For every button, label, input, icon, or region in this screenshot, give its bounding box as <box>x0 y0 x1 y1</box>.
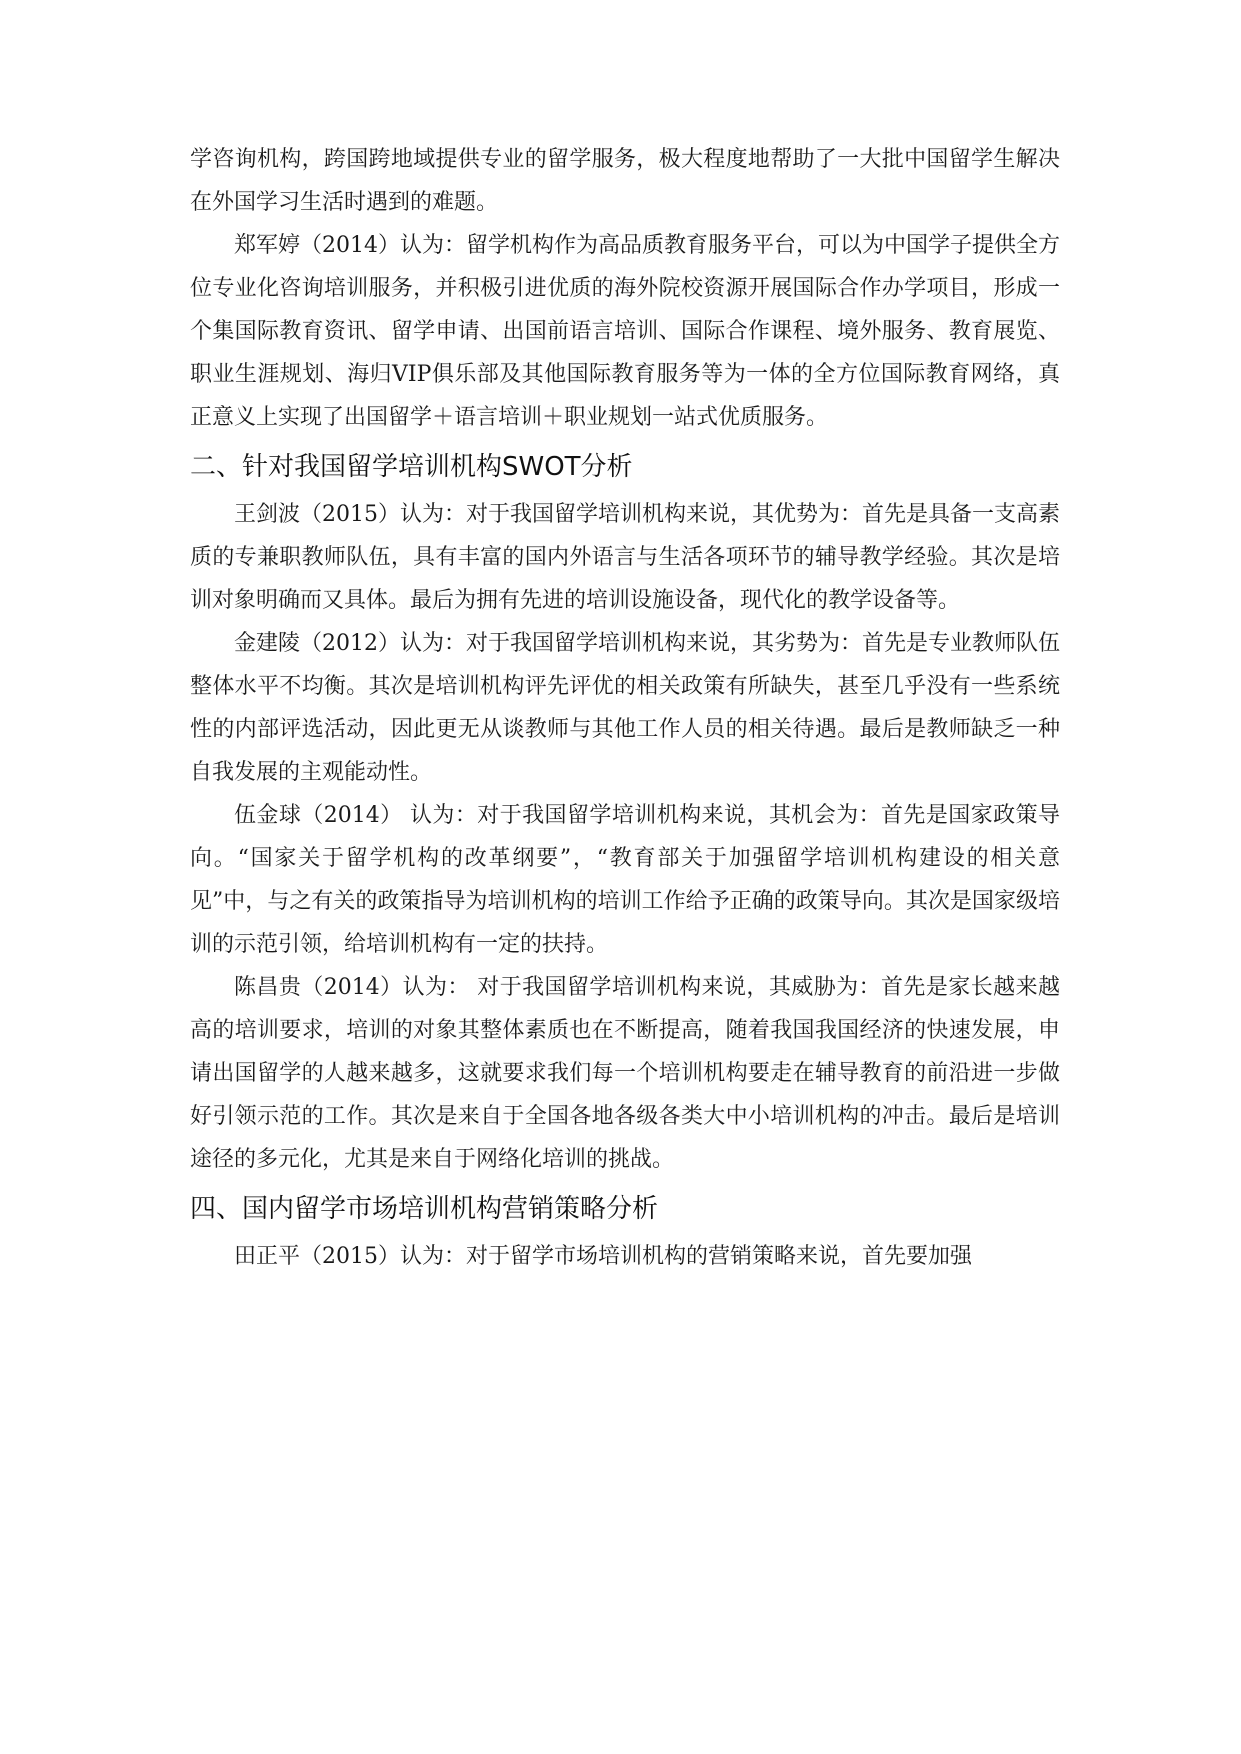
section-heading-swot: 二、针对我国留学培训机构SWOT分析 <box>190 452 633 482</box>
paragraph-chen-changgui: 陈昌贵（2014）认为： 对于我国留学培训机构来说，其威胁为：首先是家长越来越高的培训要求，培训的对象其整体素质也在不断提高，随着我国我国经济的快速发展，申请出国留学的人越来越多，这就要求我们每一个培训机构要走在辅导教育的前沿进一步做好引领示范的工作。其次是来自于全国各地各级各类大中小培训机构的冲击。最后是培训途径的多元化，尤其是来自于网络化培训的挑战。 <box>190 975 1060 1172</box>
paragraph-wang-jianbo: 王剑波（2015）认为：对于我国留学培训机构来说，其优势为：首先是具备一支高素质的专兼职教师队伍，具有丰富的国内外语言与生活各项环节的辅导教学经验。其次是培训对象明确而又具体。最后为拥有先进的培训设施设备，现代化的教学设备等。 <box>190 502 1060 613</box>
paragraph-wu-jinqiu: 伍金球（2014） 认为：对于我国留学培训机构来说，其机会为：首先是国家政策导向。“国家关于留学机构的改革纲要”，“教育部关于加强留学培训机构建设的相关意见”中，与之有关的政策指导为培训机构的培训工作给予正确的政策导向。其次是国家级培训的示范引领，给培训机构有一定的扶持。 <box>190 803 1060 957</box>
paragraph-continuation: 学咨询机构，跨国跨地域提供专业的留学服务，极大程度地帮助了一大批中国留学生解决在外国学习生活时遇到的难题。 <box>190 147 1060 215</box>
paragraph-zheng-junting: 郑军婷（2014）认为：留学机构作为高品质教育服务平台，可以为中国学子提供全方位专业化咨询培训服务，并积极引进优质的海外院校资源开展国际合作办学项目，形成一个集国际教育资讯、留学申请、出国前语言培训、国际合作课程、境外服务、教育展览、职业生涯规划、海归VIP俱乐部及其他国际教育服务等为一体的全方位国际教育网络，真正意义上实现了出国留学＋语言培训＋职业规划一站式优质服务。 <box>190 233 1060 430</box>
paragraph-tian-zhengping: 田正平（2015）认为：对于留学市场培训机构的营销策略来说，首先要加强 <box>234 1244 972 1269</box>
document-body <box>190 138 1060 1278</box>
section-heading-marketing: 四、国内留学市场培训机构营销策略分析 <box>190 1194 659 1224</box>
paragraph-jin-jianling: 金建陵（2012）认为：对于我国留学培训机构来说，其劣势为：首先是专业教师队伍整体水平不均衡。其次是培训机构评先评优的相关政策有所缺失，甚至几乎没有一些系统性的内部评选活动，因此更无从谈教师与其他工作人员的相关待遇。最后是教师缺乏一种自我发展的主观能动性。 <box>190 631 1060 785</box>
